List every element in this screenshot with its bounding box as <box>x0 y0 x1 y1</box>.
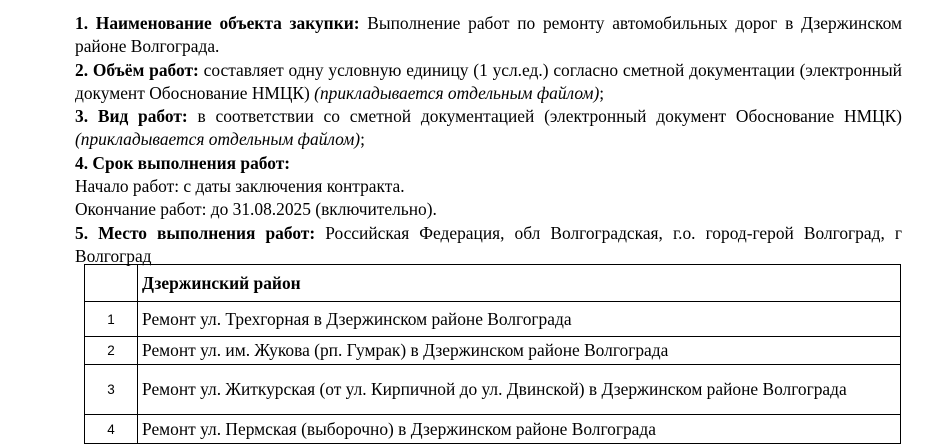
work-type-attachment-note: (прикладывается отдельным файлом) <box>75 129 361 150</box>
row-number: 1 <box>85 302 138 337</box>
work-type-paragraph <box>75 105 902 152</box>
work-place-paragraph <box>75 222 902 269</box>
table-row <box>85 365 901 415</box>
work-volume-attachment-note: (прикладывается отдельным файлом) <box>314 82 600 103</box>
table-header-row <box>85 265 901 302</box>
procurement-object-label: 1. Наименование объекта закупки: <box>75 13 360 33</box>
work-type-text: в соответствии со сметной документацией (электронный документ Обоснование НМЦК) <box>197 106 902 127</box>
row-text: Ремонт ул. Трехгорная в Дзержинском районе Волгограда <box>138 302 901 337</box>
row-number: 3 <box>85 365 138 415</box>
work-type-label: 3. Вид работ: <box>75 106 188 127</box>
work-start-line: Начало работ: с даты заключения контракта. <box>75 176 405 197</box>
work-period-label: 4. Срок выполнения работ: <box>75 152 291 173</box>
work-period-paragraph <box>75 152 902 175</box>
table-header-number-cell <box>85 265 138 302</box>
table-header-district: Дзержинский район <box>138 265 901 302</box>
procurement-object-paragraph <box>75 12 902 59</box>
row-text: Ремонт ул. Пермская (выборочно) в Дзержинском районе Волгограда <box>138 415 901 444</box>
work-volume-paragraph <box>75 59 902 106</box>
work-place-label: 5. Место выполнения работ: <box>75 222 316 243</box>
work-volume-label: 2. Объём работ: <box>75 59 199 80</box>
procurement-object-text: Выполнение работ по ремонту автомобильных дорог в Дзержинском районе Волгограда. <box>75 13 902 57</box>
table-row <box>85 302 901 337</box>
work-end-line: Окончание работ: до 31.08.2025 (включительно). <box>75 199 437 220</box>
work-type-tail: ; <box>360 129 365 150</box>
row-text: Ремонт ул. им. Жукова (рп. Гумрак) в Дзержинском районе Волгограда <box>138 337 901 365</box>
roads-table <box>84 264 901 444</box>
work-volume-text: составляет одну условную единицу (1 усл.ед.) согласно сметной документации (электронный документ Обоснование НМЦК) <box>75 59 902 103</box>
row-number: 4 <box>85 415 138 444</box>
table-row <box>85 337 901 365</box>
work-volume-tail: ; <box>599 82 605 103</box>
work-place-text: Российская Федерация, обл Волгоградская, г.о. город-герой Волгоград, г Волгоград <box>75 222 902 266</box>
table-row <box>85 415 901 444</box>
row-text: Ремонт ул. Житкурская (от ул. Кирпичной до ул. Двинской) в Дзержинском районе Волгограда <box>138 365 901 415</box>
procurement-document <box>75 12 902 268</box>
row-number: 2 <box>85 337 138 365</box>
